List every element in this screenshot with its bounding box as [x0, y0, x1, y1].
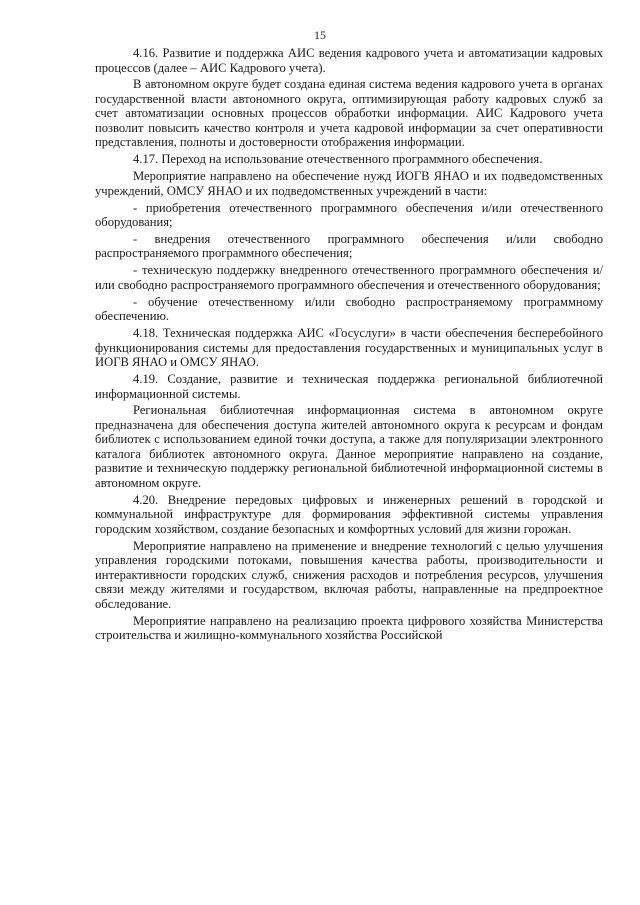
paragraph-4-17-intro: Мероприятие направлено на обеспечение нужд ИОГВ ЯНАО и их подведомственных учреждений, ОМСУ ЯНАО и их подведомственных учреждений в части: [95, 169, 603, 198]
paragraph-city-tech: Мероприятие направлено на применение и внедрение технологий с целью улучшения управления городскими потоками, повышения качества работы, производительности и интерактивности городских служб, снижения расходов и потребления ресурсов, улучшения связи между жителями и государством, включая работы, направленные на предпроектное обследование. [95, 538, 603, 611]
paragraph-ais-hr-description: В автономном округе будет создана единая система ведения кадрового учета в органах государственной власти автономного округа, оптимизирующая работу кадровых служб за счет автоматизации основных процессов обработки информации. АИС Кадрового учета позволит повысить качество контроля и учета кадровой информации за счет оперативности представления, полноты и достоверности отображения информации. [95, 77, 603, 150]
paragraph-4-18: 4.18. Техническая поддержка АИС «Госуслуги» в части обеспечения бесперебойного функционирования системы для предоставления государственных и муниципальных услуг в ИОГВ ЯНАО и ОМСУ ЯНАО. [95, 326, 603, 370]
list-item-purchase: - приобретения отечественного программного обеспечения и/или отечественного оборудования; [95, 200, 603, 230]
paragraph-digital-economy: Мероприятие направлено на реализацию проекта цифрового хозяйства Министерства строительства и жилищно-коммунального хозяйства Российской [95, 613, 603, 643]
paragraph-4-17-heading: 4.17. Переход на использование отечественного программного обеспечения. [133, 152, 543, 167]
page-number: 15 [314, 28, 326, 42]
paragraph-4-20-heading: 4.20. Внедрение передовых цифровых и инженерных решений в городской и коммунальной инфраструктуре для формирования эффективной системы управления городским хозяйством, создание безопасных и комфортных условий для жизни горожан. [95, 492, 603, 536]
paragraph-4-19-heading: 4.19. Создание, развитие и техническая поддержка региональной библиотечной информационной системы. [95, 372, 603, 401]
paragraph-library-system: Региональная библиотечная информационная система в автономном округе предназначена для обеспечения доступа жителей автономного округа к ресурсам и фондам библиотек с использованием единой точки доступа, а также для популяризации электронного каталога библиотек автономного округа. Данное мероприятие направлено на создание, развитие и техническую поддержку региональной библиотечной информационной системы в автономном округе. [95, 403, 603, 490]
list-item-training: - обучение отечественному и/или свободно распространяемому программному обеспечению. [95, 294, 603, 324]
document-body [95, 46, 603, 645]
paragraph-4-16-heading: 4.16. Развитие и поддержка АИС ведения кадрового учета и автоматизации кадровых процессов (далее – АИС Кадрового учета). [95, 46, 603, 75]
list-item-support: - техническую поддержку внедренного отечественного программного обеспечения и/или свободно распространяемого программного обеспечения и отечественного оборудования; [95, 263, 603, 292]
list-item-implementation: - внедрения отечественного программного обеспечения и/или свободно распространяемого программного обеспечения; [95, 231, 603, 261]
